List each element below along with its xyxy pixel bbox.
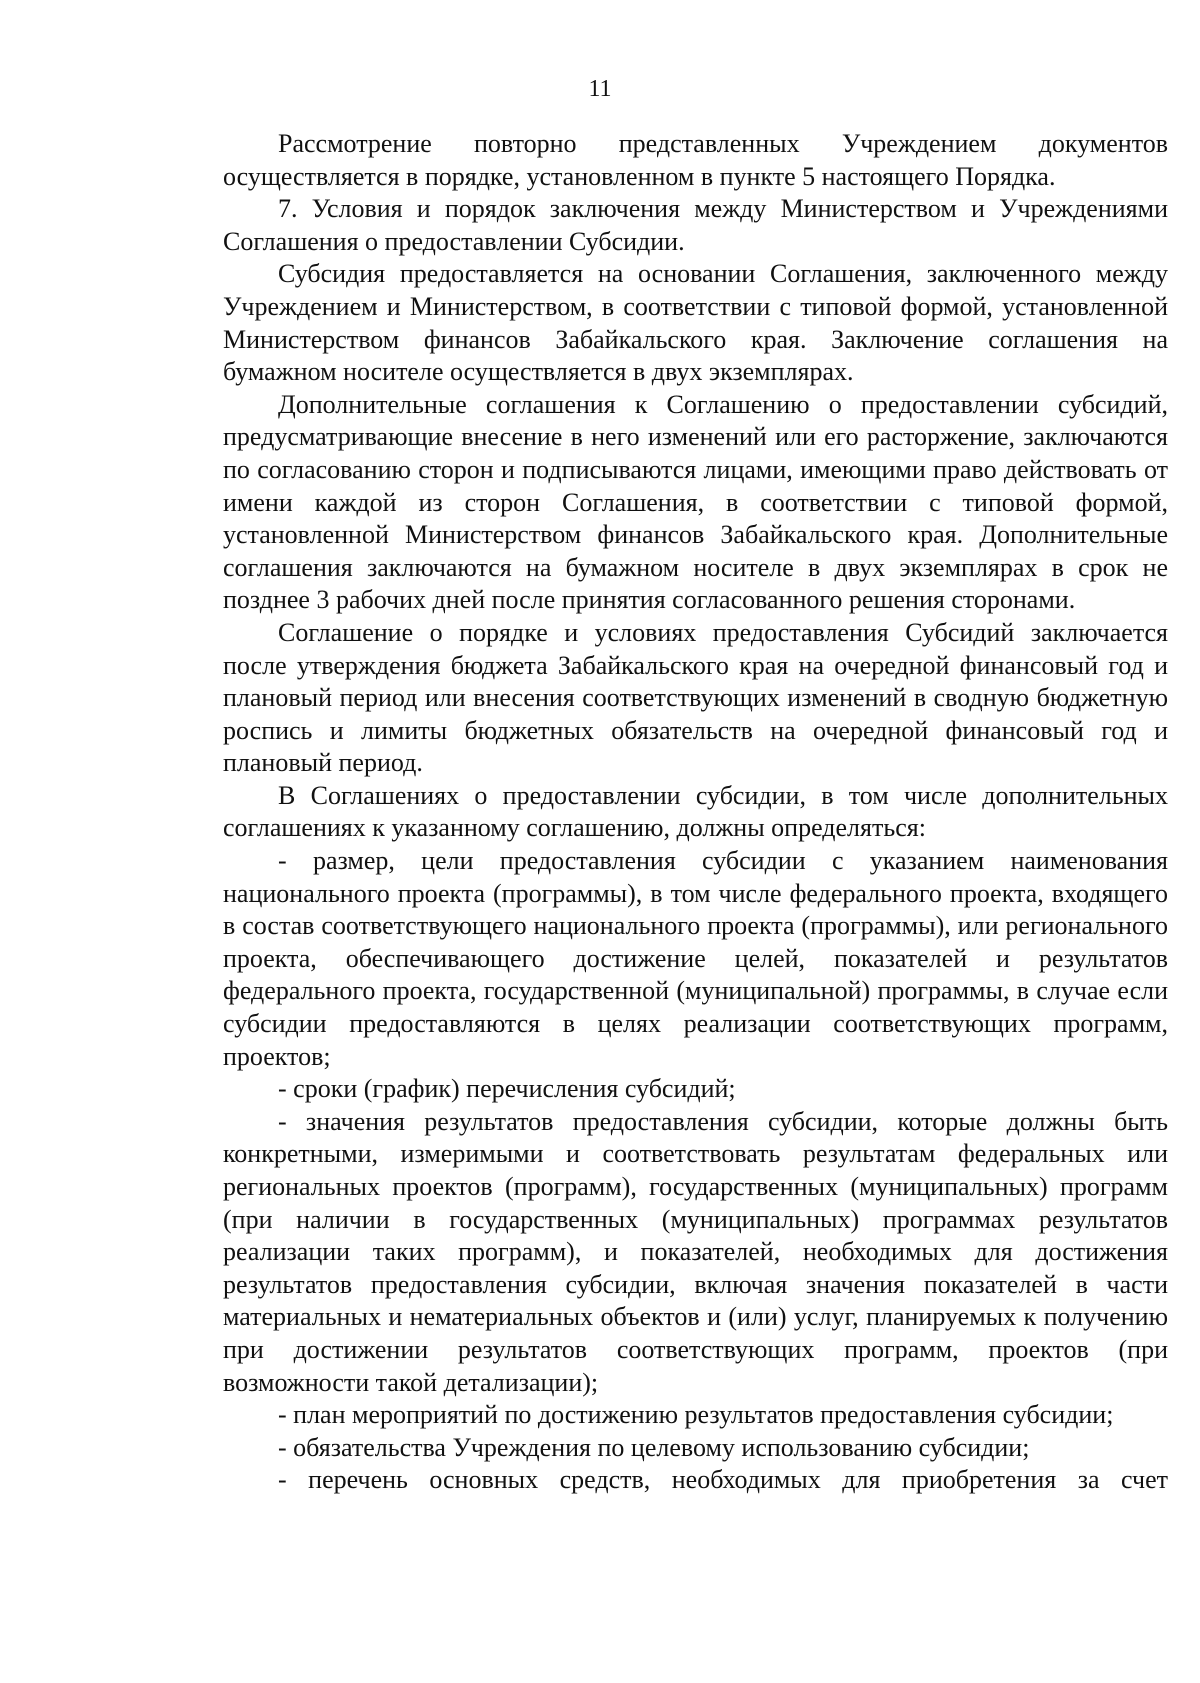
paragraph-agreement-contents-intro: В Соглашениях о предоставлении субсидии, в том числе дополнительных соглашениях к указанному соглашению, должны определяться: xyxy=(223,780,1168,843)
list-item-obligations: - обязательства Учреждения по целевому использованию субсидии; xyxy=(278,1432,1030,1462)
paragraph-subsidy-basis: Субсидия предоставляется на основании Соглашения, заключенного между Учреждением и Министерством, в соответствии с типовой формой, установленной Министерством финансов Забайкальского края. Заключение соглашения на бумажном носителе осуществляется в двух экземплярах. xyxy=(223,259,1168,387)
list-item-fixed-assets: - перечень основных средств, необходимых для приобретения за счет xyxy=(278,1465,1168,1495)
paragraph-additional-agreements: Дополнительные соглашения к Соглашению о предоставлении субсидий, предусматривающие внесение в него изменений или его расторжение, заключаются по согласованию сторон и подписываются лицами, имеющими право действовать от имени каждой из сторон Соглашения, в соответствии с типовой формой, установленной Министерством финансов Забайкальского края. Дополнительные соглашения заключаются на бумажном носителе в двух экземплярах в срок не позднее 3 рабочих дней после принятия согласованного решения сторонами. xyxy=(223,389,1168,615)
document-body xyxy=(223,128,1168,1497)
paragraph-section-7-heading: 7. Условия и порядок заключения между Министерством и Учреждениями Соглашения о предоставлении Субсидии. xyxy=(223,194,1168,256)
list-item-transfer-schedule: - сроки (график) перечисления субсидий; xyxy=(278,1074,736,1104)
paragraph-agreement-timing: Соглашение о порядке и условиях предоставления Субсидий заключается после утверждения бюджета Забайкальского края на очередной финансовый год и плановый период или внесения соответствующих изменений в сводную бюджетную роспись и лимиты бюджетных обязательств на очередной финансовый год и плановый период. xyxy=(223,617,1168,778)
list-item-result-values: - значения результатов предоставления субсидии, которые должны быть конкретными, измеримыми и соответствовать результатам федеральных или региональных проектов (программ), государственных (муниципальных) программ (при наличии в государственных (муниципальных) программах результатов реализации таких программ), и показателей, необходимых для достижения результатов предоставления субсидии, включая значения показателей в части материальных и нематериальных объектов и (или) услуг, планируемых к получению при достижении результатов соответствующих программ, проектов (при возможности такой детализации); xyxy=(223,1106,1168,1397)
page-number: 11 xyxy=(588,76,612,102)
list-item-size-goals: - размер, цели предоставления субсидии с указанием наименования национального проекта (программы), в том числе федерального проекта, входящего в состав соответствующего национального проекта (программы), или регионального проекта, обеспечивающего достижение целей, показателей и результатов федерального проекта, государственной (муниципальной) программы, в случае если субсидии предоставляются в целях реализации соответствующих программ, проектов; xyxy=(223,846,1168,1071)
list-item-action-plan: - план мероприятий по достижению результатов предоставления субсидии; xyxy=(278,1400,1114,1430)
paragraph-review-resubmitted: Рассмотрение повторно представленных Учреждением документов осуществляется в порядке, установленном в пункте 5 настоящего Порядка. xyxy=(223,129,1168,191)
